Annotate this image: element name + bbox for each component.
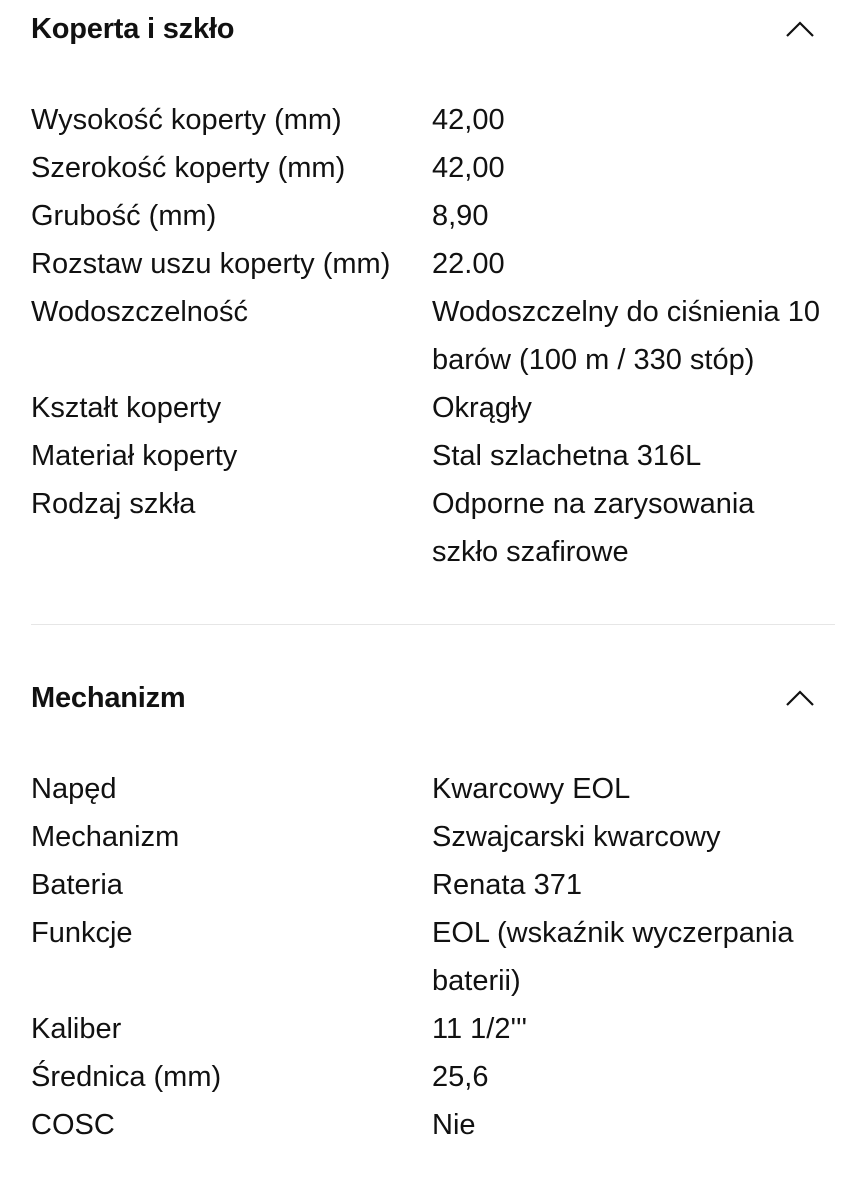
spec-value: EOL (wskaźnik wyczerpania baterii) [432, 917, 794, 997]
spec-value: Okrągły [432, 392, 532, 424]
spec-row [31, 813, 835, 861]
spec-label: Mechanizm [31, 821, 180, 853]
spec-value: Kwarcowy EOL [432, 773, 631, 805]
spec-value: Odporne na zarysowania szkło szafirowe [432, 488, 755, 568]
spec-label: Bateria [31, 869, 123, 901]
spec-label: Grubość (mm) [31, 200, 217, 232]
spec-row [31, 288, 835, 384]
spec-label: Wodoszczelność [31, 296, 249, 328]
spec-row [31, 144, 835, 192]
spec-row [31, 1053, 835, 1101]
spec-row [31, 480, 835, 576]
spec-value: Szwajcarski kwarcowy [432, 821, 721, 853]
spec-row [31, 1101, 835, 1149]
spec-row [31, 909, 835, 1005]
spec-row [31, 240, 835, 288]
spec-label: Szerokość koperty (mm) [31, 152, 346, 184]
spec-label: COSC [31, 1109, 115, 1141]
section-title: Mechanizm [31, 681, 186, 714]
spec-row [31, 192, 835, 240]
movement-section [31, 669, 835, 1149]
spec-row [31, 861, 835, 909]
chevron-up-icon[interactable] [783, 686, 817, 710]
spec-value: Renata 371 [432, 869, 582, 901]
spec-label: Napęd [31, 773, 117, 805]
spec-value: Wodoszczelny do ciśnienia 10 barów (100 m / 330 stóp) [432, 296, 820, 376]
section-title: Koperta i szkło [31, 12, 235, 45]
spec-value: Nie [432, 1109, 476, 1141]
section-divider [31, 624, 835, 625]
spec-list [31, 765, 835, 1149]
movement-header[interactable] [31, 669, 835, 727]
spec-row [31, 1005, 835, 1053]
spec-label: Materiał koperty [31, 440, 238, 472]
spec-row [31, 384, 835, 432]
case-and-glass-section [31, 0, 835, 625]
spec-value: 11 1/2''' [432, 1013, 528, 1045]
spec-label: Kształt koperty [31, 392, 222, 424]
spec-row [31, 96, 835, 144]
chevron-up-icon[interactable] [783, 17, 817, 41]
spec-value: 22.00 [432, 248, 505, 280]
spec-label: Kaliber [31, 1013, 122, 1045]
spec-label: Średnica (mm) [31, 1061, 222, 1093]
case-and-glass-header[interactable] [31, 0, 835, 58]
spec-label: Wysokość koperty (mm) [31, 104, 342, 136]
spec-row [31, 765, 835, 813]
spec-label: Rozstaw uszu koperty (mm) [31, 248, 391, 280]
spec-row [31, 432, 835, 480]
spec-label: Funkcje [31, 917, 133, 949]
spec-value: Stal szlachetna 316L [432, 440, 702, 472]
spec-list [31, 96, 835, 576]
spec-label: Rodzaj szkła [31, 488, 196, 520]
spec-value: 42,00 [432, 104, 505, 136]
spec-value: 25,6 [432, 1061, 489, 1093]
spec-value: 8,90 [432, 200, 489, 232]
spec-value: 42,00 [432, 152, 505, 184]
